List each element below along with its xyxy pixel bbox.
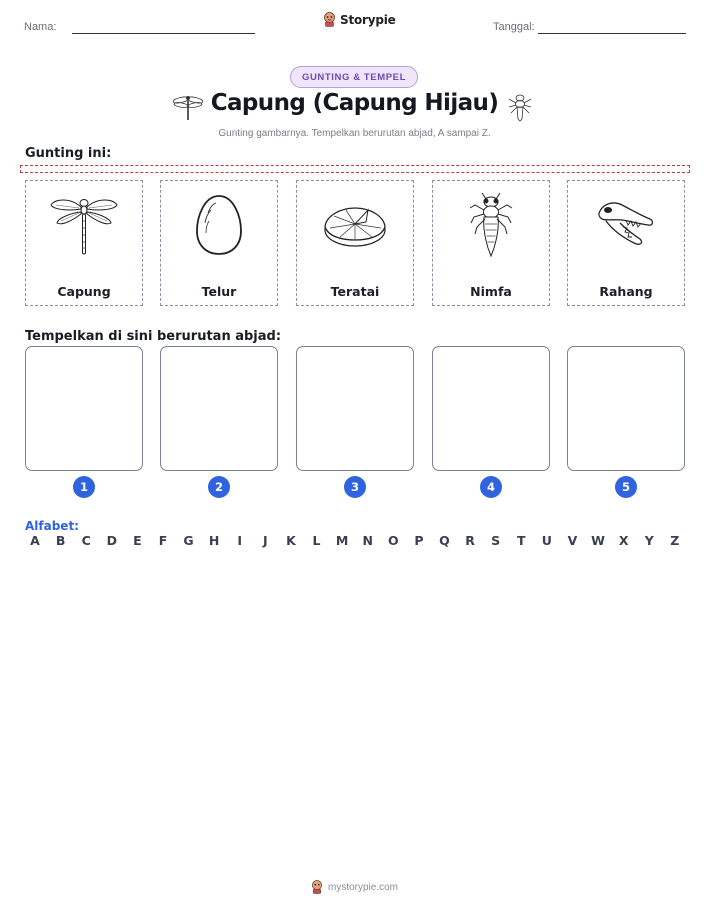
paste-box-4[interactable] xyxy=(432,346,550,471)
alphabet-letter: Q xyxy=(439,533,450,548)
cut-card-label: Capung xyxy=(57,284,111,299)
cut-card-rahang[interactable] xyxy=(567,180,685,306)
alphabet-letter: A xyxy=(30,533,40,548)
alphabet-letter: V xyxy=(567,533,578,548)
paste-box-2[interactable] xyxy=(160,346,278,471)
alphabet-letter: C xyxy=(81,533,91,548)
cut-card-nimfa[interactable] xyxy=(432,180,550,306)
lily-pad-icon xyxy=(322,200,388,250)
order-number-3: 3 xyxy=(344,476,366,498)
activity-badge: GUNTING & TEMPEL xyxy=(290,66,418,88)
storypie-logo-icon xyxy=(311,880,323,894)
order-number-5: 5 xyxy=(615,476,637,498)
alphabet-letter: N xyxy=(362,533,373,548)
alphabet-letter: H xyxy=(208,533,220,548)
footer xyxy=(0,880,709,894)
alphabet-letter: U xyxy=(541,533,552,548)
paste-box-3[interactable] xyxy=(296,346,414,471)
alphabet-letter: E xyxy=(133,533,142,548)
paste-box-5[interactable] xyxy=(567,346,685,471)
cut-line xyxy=(20,165,690,173)
alphabet-letter: L xyxy=(312,533,321,548)
alphabet-letter: Y xyxy=(644,533,654,548)
date-line[interactable] xyxy=(538,33,686,34)
alphabet-letter: Z xyxy=(670,533,680,548)
alphabet-letter: R xyxy=(465,533,475,548)
nymph-icon xyxy=(466,192,516,258)
nymph-icon xyxy=(506,92,534,122)
date-label: Tanggal: xyxy=(493,21,535,33)
egg-icon xyxy=(194,193,244,257)
alphabet-row xyxy=(25,533,685,551)
page-title: Capung (Capung Hijau) xyxy=(210,90,499,116)
cut-section-label: Gunting ini: xyxy=(25,146,112,161)
alphabet-letter: P xyxy=(414,533,424,548)
alphabet-letter: F xyxy=(158,533,168,548)
alphabet-letter: O xyxy=(387,533,399,548)
alphabet-letter: J xyxy=(263,533,268,548)
cut-card-teratai[interactable] xyxy=(296,180,414,306)
cut-card-label: Nimfa xyxy=(470,284,512,299)
name-label: Nama: xyxy=(24,21,57,33)
cut-card-capung[interactable] xyxy=(25,180,143,306)
alphabet-letter: I xyxy=(237,533,243,548)
storypie-logo-icon xyxy=(323,12,336,27)
cut-card-label: Rahang xyxy=(599,284,653,299)
alphabet-letter: W xyxy=(591,533,605,548)
instructions: Gunting gambarnya. Tempelkan berurutan abjad, A sampai Z. xyxy=(218,128,491,139)
brand-logo xyxy=(323,12,396,27)
worksheet-header xyxy=(0,0,709,50)
paste-section-label: Tempelkan di sini berurutan abjad: xyxy=(25,329,282,344)
alphabet-letter: B xyxy=(55,533,66,548)
title-row xyxy=(0,90,709,126)
order-number-2: 2 xyxy=(208,476,230,498)
brand-name: Storypie xyxy=(340,12,396,27)
jaw-icon xyxy=(596,199,656,251)
cut-card-label: Teratai xyxy=(330,284,380,299)
name-line[interactable] xyxy=(72,33,255,34)
footer-site: mystorypie.com xyxy=(327,881,398,893)
alphabet-letter: K xyxy=(286,533,296,548)
alphabet-letter: M xyxy=(335,533,349,548)
alphabet-letter: X xyxy=(618,533,629,548)
order-number-1: 1 xyxy=(73,476,95,498)
cut-card-telur[interactable] xyxy=(160,180,278,306)
order-number-4: 4 xyxy=(480,476,502,498)
cut-card-label: Telur xyxy=(201,284,237,299)
alphabet-letter: S xyxy=(491,533,501,548)
paste-box-1[interactable] xyxy=(25,346,143,471)
dragonfly-icon xyxy=(48,193,120,257)
alphabet-letter: T xyxy=(517,533,526,548)
alphabet-label: Alfabet: xyxy=(25,519,79,533)
alphabet-letter: G xyxy=(183,533,194,548)
alphabet-letter: D xyxy=(106,533,117,548)
